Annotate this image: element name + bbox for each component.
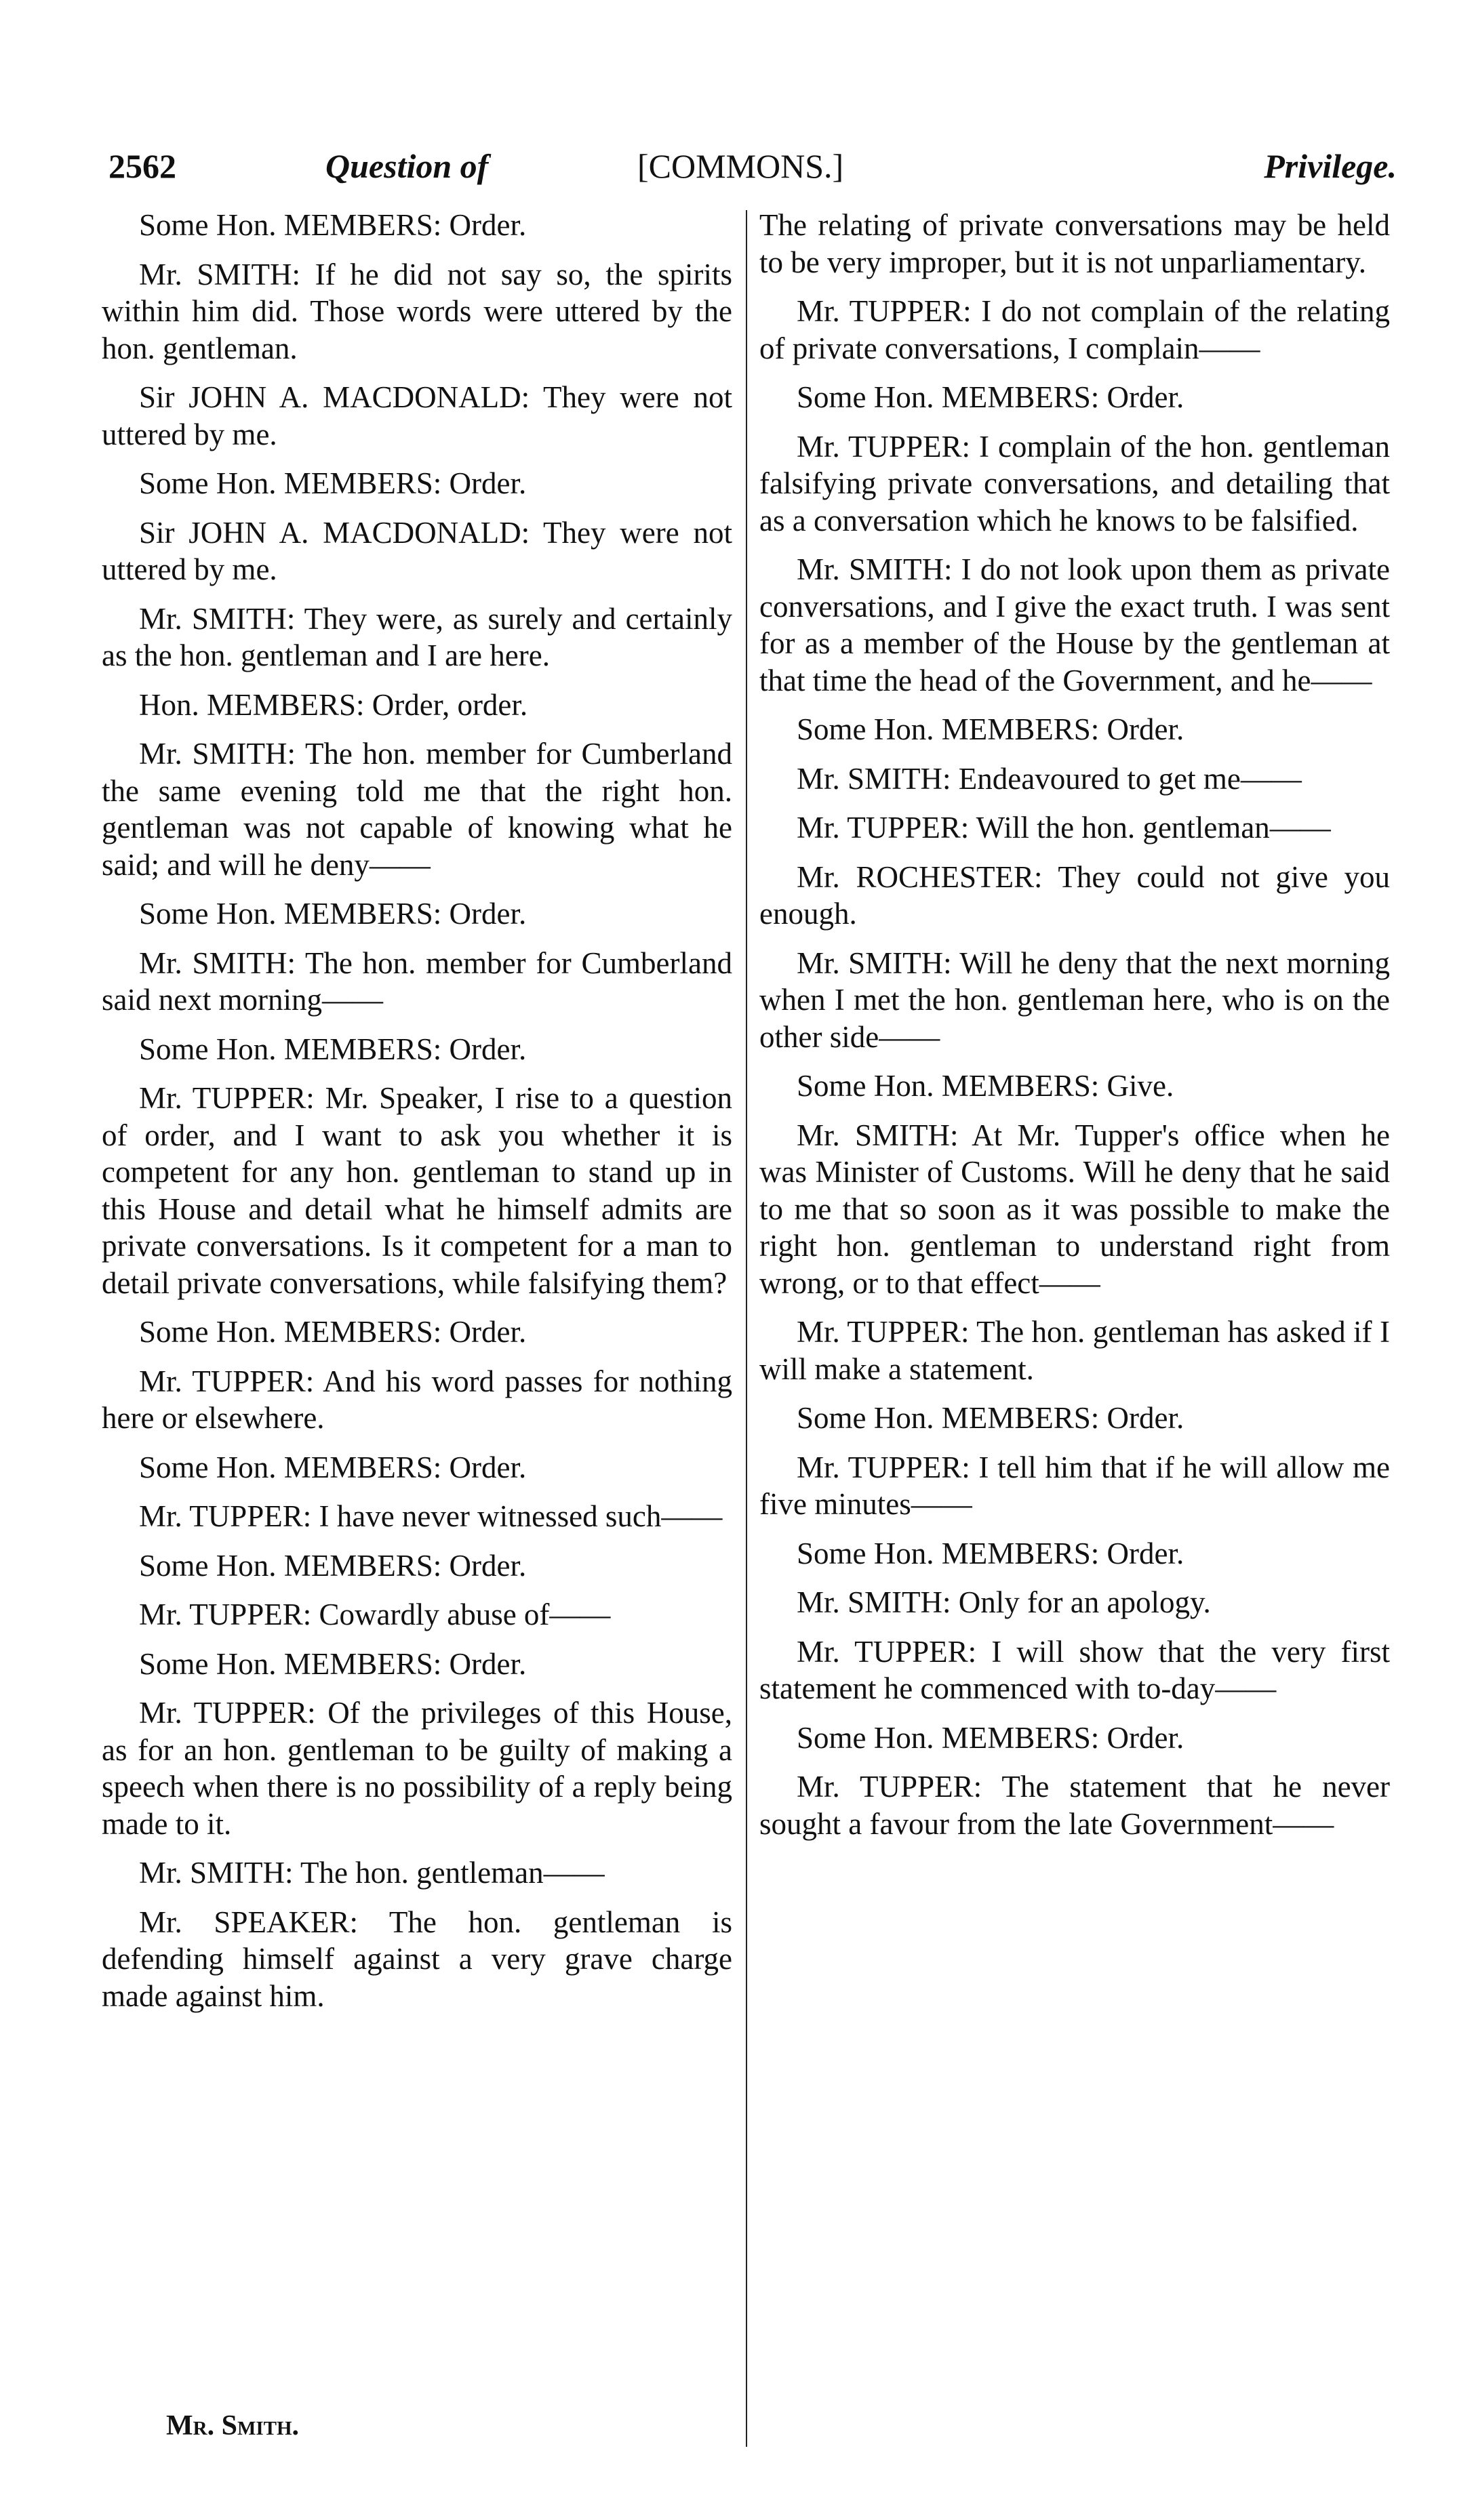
paragraph: Some Hon. MEMBERS: Order. [797,1720,1184,1755]
header-left-title: Question of [325,147,489,185]
paragraph: Some Hon. MEMBERS: Order. [797,1401,1184,1435]
paragraph: Mr. TUPPER: Cowardly abuse of—— [139,1598,611,1631]
paragraph: Some Hon. MEMBERS: Order. [139,208,527,242]
paragraph: Mr. SMITH: Will he deny that the next morning when I met the hon. gentleman here, who is on the other side—— [759,946,1390,1054]
paragraph: Some Hon. MEMBERS: Order. [797,1536,1184,1570]
paragraph: Some Hon. MEMBERS: Order. [139,1315,527,1349]
page-number: 2562 [108,147,176,185]
paragraph: Mr. TUPPER: I will show that the very first statement he commenced with to-day—— [759,1634,1390,1705]
header-center-title: [COMMONS.] [637,147,844,185]
paragraph: Some Hon. MEMBERS: Order. [139,1032,527,1066]
paragraph: Sir JOHN A. MACDONALD: They were not uttered by me. [102,515,732,586]
paragraph: Mr. TUPPER: I have never witnessed such—— [139,1499,723,1533]
left-column [102,207,732,2027]
paragraph: Mr. SMITH: I do not look upon them as private conversations, and I give the exact truth. I was sent for as a member of the House by the gentleman at that time the head of the Government, and he—— [759,552,1390,697]
paragraph: Mr. SPEAKER: The hon. gentleman is defending himself against a very grave charge made against him. [102,1905,732,2013]
paragraph: Mr. SMITH: At Mr. Tupper's office when he was Minister of Customs. Will he deny that he said to me that so soon as it was possible to make the right hon. gentleman to understand right from wrong, or to that effect—— [759,1118,1390,1300]
paragraph: Mr. TUPPER: Of the privileges of this House, as for an hon. gentleman to be guilty of making a speech when there is no possibility of a reply being made to it. [102,1696,732,1841]
right-column [759,207,1390,1854]
paragraph: Mr. SMITH: Only for an apology. [797,1585,1211,1619]
paragraph: Sir JOHN A. MACDONALD: They were not uttered by me. [102,380,732,451]
paragraph: Mr. SMITH: The hon. member for Cumberland the same evening told me that the right hon. gentleman was not capable of knowing what he said; and will he deny—— [102,737,732,882]
paragraph: Some Hon. MEMBERS: Order. [139,1548,527,1583]
paragraph: Some Hon. MEMBERS: Order. [139,1450,527,1484]
paragraph: Some Hon. MEMBERS: Order. [139,897,527,931]
paragraph: Hon. MEMBERS: Order, order. [139,687,528,722]
paragraph: Mr. ROCHESTER: They could not give you enough. [759,859,1390,931]
paragraph: Mr. TUPPER: I tell him that if he will allow me five minutes—— [759,1450,1390,1521]
paragraph: Mr. SMITH: The hon. gentleman—— [139,1856,605,1890]
paragraph: Some Hon. MEMBERS: Order. [797,712,1184,746]
paragraph: Some Hon. MEMBERS: Order. [139,466,527,500]
column-divider [746,210,747,2447]
paragraph: Some Hon. MEMBERS: Give. [797,1069,1174,1103]
paragraph: Mr. TUPPER: Will the hon. gentleman—— [797,811,1331,845]
paragraph: Mr. TUPPER: I do not complain of the relating of private conversations, I complain—— [759,294,1390,365]
paragraph: Mr. TUPPER: The hon. gentleman has asked if I will make a statement. [759,1315,1390,1386]
paragraph: Mr. SMITH: The hon. member for Cumberland said next morning—— [102,946,732,1017]
paragraph: Mr. TUPPER: And his word passes for nothing here or elsewhere. [102,1364,732,1435]
paragraph: The relating of private conversations may be held to be very improper, but it is not unparliamentary. [759,208,1390,279]
paragraph: Some Hon. MEMBERS: Order. [139,1646,527,1681]
paragraph: Mr. TUPPER: I complain of the hon. gentleman falsifying private conversations, and detailing that as a conversation which he knows to be falsified. [759,429,1390,537]
paragraph: Some Hon. MEMBERS: Order. [797,380,1184,414]
paragraph: Mr. TUPPER: The statement that he never sought a favour from the late Government—— [759,1770,1390,1841]
page-header [102,136,1397,197]
paragraph: Mr. SMITH: Endeavoured to get me—— [797,761,1302,796]
paragraph: Mr. SMITH: If he did not say so, the spirits within him did. Those words were uttered by the hon. gentleman. [102,257,732,365]
header-right-title: Privilege. [1264,147,1397,185]
paragraph: Mr. TUPPER: Mr. Speaker, I rise to a question of order, and I want to ask you whether it is competent for any hon. gentleman to stand up in this House and detail what he himself admits are private conversations. Is it competent for a man to detail private conversations, while falsifying them? [102,1081,732,1300]
catchword: Mr. Smith. [166,2410,299,2441]
paragraph: Mr. SMITH: They were, as surely and certainly as the hon. gentleman and I are here. [102,601,732,672]
